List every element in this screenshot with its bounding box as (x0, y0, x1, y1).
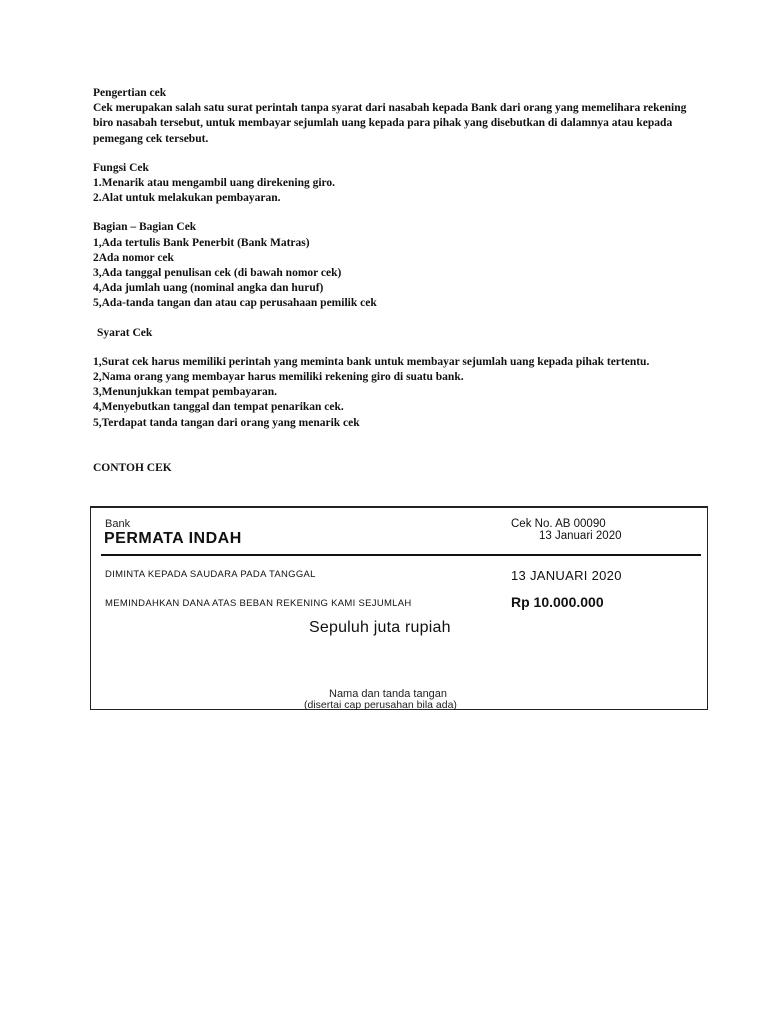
definition-body: Cek merupakan salah satu surat perintah tanpa syarat dari nasabah kepada Bank dari orang yang memelihara rekening biro nasabah tersebut, untuk membayar sejumlah uang kepada para pihak yang disebutkan di dalamnya atau kepada pemegang cek tersebut. (93, 102, 687, 145)
date-value: 13 JANUARI 2020 (511, 568, 622, 583)
terms-item: 3,Menunjukkan tempat pembayaran. (93, 386, 278, 399)
example-heading: CONTOH CEK (93, 461, 172, 474)
document-body (93, 86, 713, 476)
function-item: 1.Menarik atau mengambil uang direkening giro. (93, 177, 336, 190)
date-instruction: DIMINTA KEPADA SAUDARA PADA TANGGAL (105, 569, 316, 580)
amount-figure: Rp 10.000.000 (511, 594, 604, 610)
terms-item: 5,Terdapat tanda tangan dari orang yang menarik cek (93, 416, 360, 429)
function-heading: Fungsi Cek (93, 161, 149, 174)
function-item: 2.Alat untuk melakukan pembayaran. (93, 192, 281, 205)
parts-item: 3,Ada tanggal penulisan cek (di bawah nomor cek) (93, 267, 342, 280)
parts-item: 5,Ada-tanda tangan dan atau cap perusahaan pemilik cek (93, 297, 377, 310)
terms-heading: Syarat Cek (97, 326, 153, 339)
bank-label: Bank (105, 518, 131, 530)
parts-item: 2Ada nomor cek (93, 251, 174, 264)
amount-words: Sepuluh juta rupiah (309, 619, 451, 636)
cheque-example (90, 506, 708, 710)
terms-item: 4,Menyebutkan tanggal dan tempat penarikan cek. (93, 401, 344, 414)
bank-name: PERMATA INDAH (104, 530, 242, 547)
cheque-date: 13 Januari 2020 (539, 530, 622, 542)
cheque-divider (101, 554, 701, 556)
cheque-number: Cek No. AB 00090 (511, 518, 606, 530)
parts-item: 4,Ada jumlah uang (nominal angka dan huruf) (93, 282, 324, 295)
transfer-instruction: MEMINDAHKAN DANA ATAS BEBAN REKENING KAMI SEJUMLAH (105, 598, 412, 609)
parts-heading: Bagian – Bagian Cek (93, 221, 197, 234)
signature-note: (disertai cap perusahan bila ada) (304, 699, 457, 711)
signature-label: Nama dan tanda tangan (329, 688, 448, 700)
terms-item: 2,Nama orang yang membayar harus memiliki rekening giro di suatu bank. (93, 371, 464, 384)
parts-item: 1,Ada tertulis Bank Penerbit (Bank Matras) (93, 236, 310, 249)
terms-item: 1,Surat cek harus memiliki perintah yang meminta bank untuk membayar sejumlah uang kepada pihak tertentu. (93, 355, 650, 368)
definition-heading: Pengertian cek (93, 87, 167, 99)
